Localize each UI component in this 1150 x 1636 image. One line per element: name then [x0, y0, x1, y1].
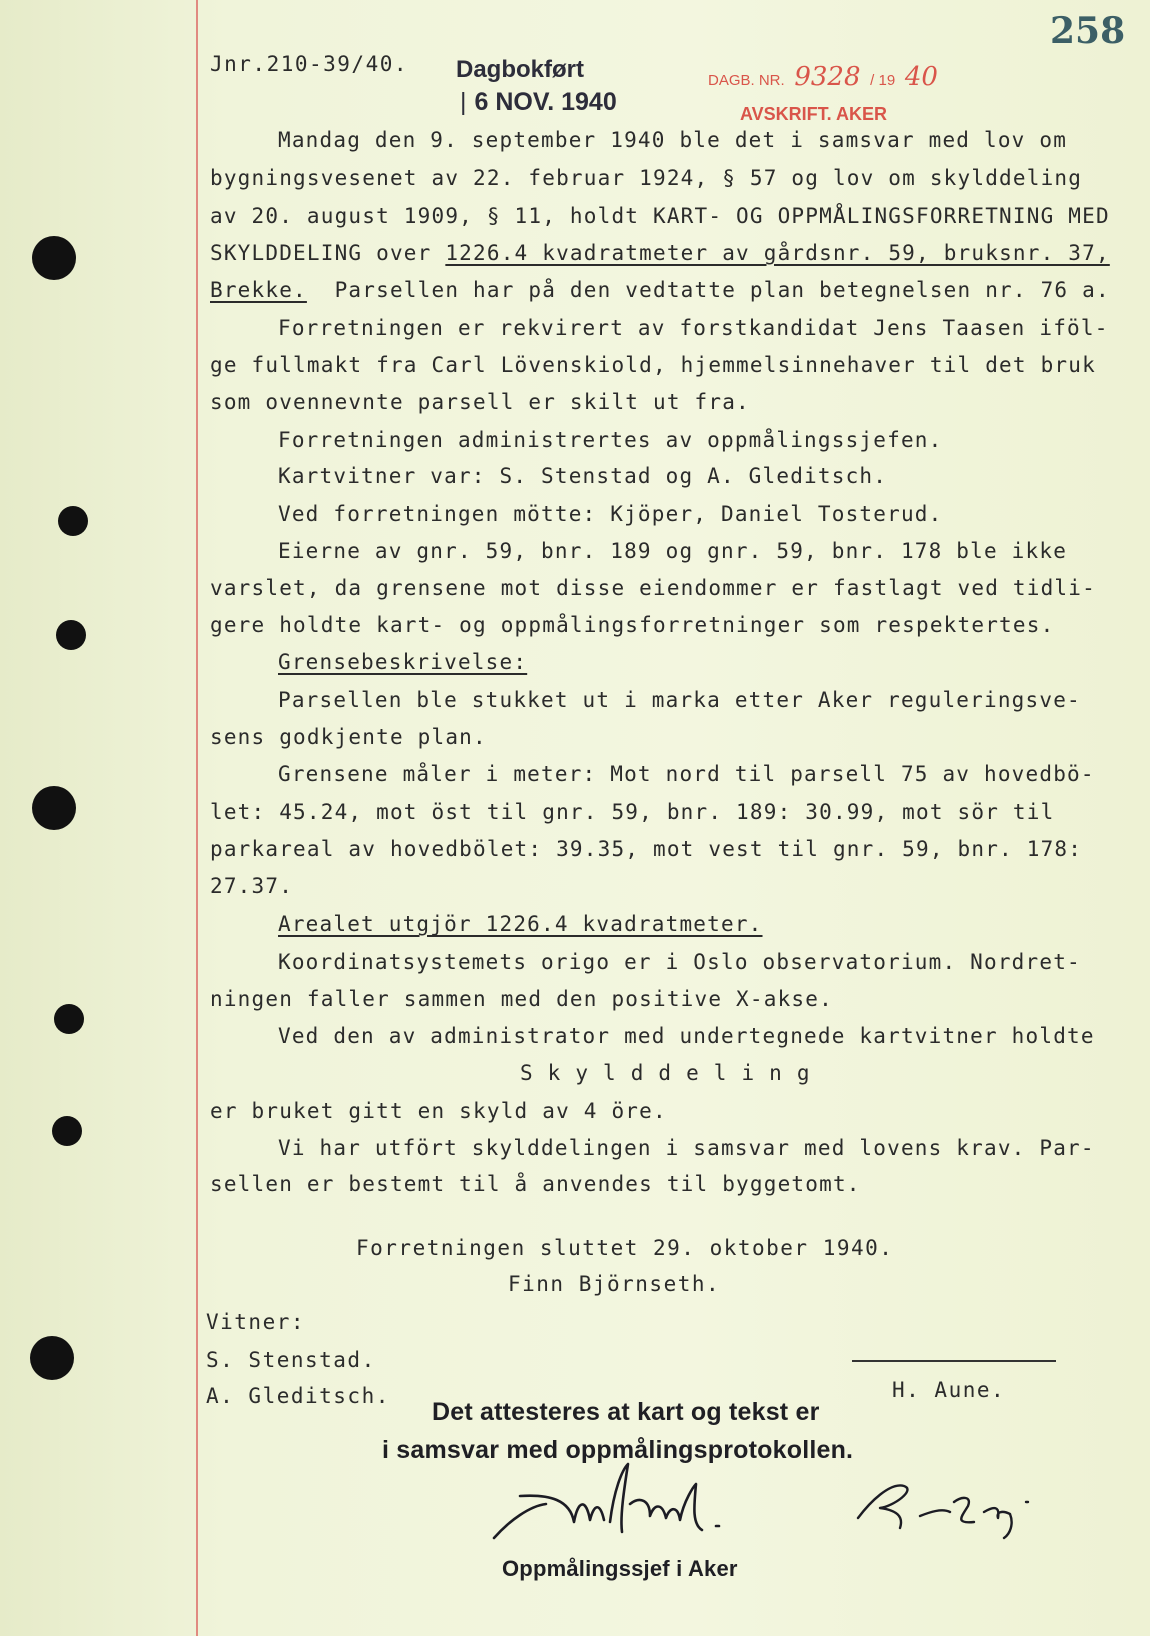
body-line: [278, 912, 1150, 936]
page-number: 258: [1050, 10, 1126, 52]
body-line-text: parkareal av hovedbölet: 39.35, mot vest til gnr. 59, bnr. 178:: [210, 837, 1083, 861]
body-line-underlined: Grensebeskrivelse:: [278, 650, 528, 674]
body-line: [278, 688, 1150, 712]
journal-number: Jnr.210-39/40.: [210, 52, 409, 76]
body-line: [210, 837, 1110, 861]
body-line: [210, 353, 1110, 377]
body-line-text: Parsellen har på den vedtatte plan betegnelsen nr. 76 a.: [306, 278, 1110, 302]
body-line-text: Forretningen er rekvirert av forstkandidat Jens Taasen iföl-: [278, 316, 1109, 340]
body-line: [278, 539, 1150, 563]
body-line-underlined: Brekke.: [210, 278, 307, 302]
body-line: [210, 390, 1110, 414]
body-line: [520, 1061, 1150, 1085]
body-line: [278, 316, 1150, 340]
body-line-text: SKYLDDELING over: [210, 241, 446, 265]
red-margin-line: [196, 0, 198, 1636]
body-line: [210, 1172, 1110, 1196]
closing-signer: Finn Björnseth.: [508, 1272, 721, 1296]
attestation-line-2: i samsvar med oppmålingsprotokollen.: [382, 1436, 854, 1464]
dagbokfort-stamp-date: | 6 NOV. 1940: [460, 88, 617, 116]
body-line: [210, 1099, 1110, 1123]
signature-line: [852, 1360, 1056, 1362]
body-line-text: ningen faller sammen med den positive X-akse.: [210, 987, 833, 1011]
punch-hole: [52, 1116, 82, 1146]
body-line: [278, 128, 1150, 152]
body-line-text: som ovennevnte parsell er skilt ut fra.: [210, 390, 750, 414]
dagbokfort-date: 6 NOV. 1940: [474, 88, 617, 116]
body-line-text: av 20. august 1909, § 11, holdt KART- OG OPPMÅLINGSFORRETNING MED: [210, 204, 1110, 228]
signature-finn-bjornseth: [490, 1460, 750, 1544]
punch-hole: [54, 1004, 84, 1034]
body-line: [278, 502, 1150, 526]
body-line-text: Vi har utfört skylddelingen i samsvar med lovens krav. Par-: [278, 1136, 1095, 1160]
body-line: [210, 278, 1110, 302]
body-line: [278, 428, 1150, 452]
dagbokfort-stamp-label: Dagbokført: [456, 56, 584, 83]
punch-hole: [32, 786, 76, 830]
body-line: [210, 576, 1110, 600]
dagb-nr-value: 9328: [794, 62, 861, 92]
witness-2: A. Gleditsch.: [206, 1384, 390, 1408]
body-line-text: Kartvitner var: S. Stenstad og A. Gleditsch.: [278, 464, 888, 488]
closing-ended-line: Forretningen sluttet 29. oktober 1940.: [356, 1236, 894, 1260]
body-line-text: er bruket gitt en skyld av 4 öre.: [210, 1099, 667, 1123]
body-line: [210, 874, 1110, 898]
body-line: [278, 762, 1150, 786]
body-line-text: Ved forretningen mötte: Kjöper, Daniel Tosterud.: [278, 502, 943, 526]
witnesses-label: Vitner:: [206, 1310, 306, 1334]
body-line: [278, 1136, 1150, 1160]
body-line-text: Grensene måler i meter: Mot nord til parsell 75 av hovedbö-: [278, 762, 1095, 786]
dagb-nr-stamp: [708, 62, 938, 92]
attestation-line-1: Det attesteres at kart og tekst er: [432, 1398, 820, 1426]
punch-hole: [30, 1336, 74, 1380]
body-line-text: Ved den av administrator med undertegnede kartvitner holdte: [278, 1024, 1095, 1048]
body-line: [210, 800, 1110, 824]
body-line: [278, 464, 1150, 488]
attestation-title: Oppmålingssjef i Aker: [502, 1556, 738, 1581]
body-line-text: varslet, da grensene mot disse eiendommer er fastlagt ved tidli-: [210, 576, 1096, 600]
body-line: [278, 950, 1150, 974]
body-line: [210, 613, 1110, 637]
avskrift-stamp: AVSKRIFT. AKER: [740, 104, 888, 124]
body-line: [210, 725, 1110, 749]
body-line-underlined: 1226.4 kvadratmeter av gårdsnr. 59, bruksnr. 37,: [445, 241, 1110, 265]
body-line-text: sellen er bestemt til å anvendes til byggetomt.: [210, 1172, 861, 1196]
body-line-underlined: Arealet utgjör 1226.4 kvadratmeter.: [278, 912, 763, 936]
dagb-year-suffix: 40: [904, 62, 938, 92]
body-line-text: Mandag den 9. september 1940 ble det i samsvar med lov om: [278, 128, 1068, 152]
body-line-text: gere holdte kart- og oppmålingsforretninger som respektertes.: [210, 613, 1055, 637]
punch-hole: [56, 620, 86, 650]
body-line-text: Koordinatsystemets origo er i Oslo observatorium. Nordret-: [278, 950, 1081, 974]
body-line-text: S k y l d d e l i n g: [520, 1061, 811, 1085]
body-line: [210, 166, 1110, 190]
body-line: [210, 241, 1110, 265]
body-line-text: Eierne av gnr. 59, bnr. 189 og gnr. 59, bnr. 178 ble ikke: [278, 539, 1068, 563]
witness-1: S. Stenstad.: [206, 1348, 376, 1372]
body-line-text: Parsellen ble stukket ut i marka etter Aker reguleringsve-: [278, 688, 1081, 712]
dagb-year-prefix: / 19: [870, 72, 896, 89]
body-line: [278, 1024, 1150, 1048]
body-line-text: 27.37.: [210, 874, 294, 898]
body-line-text: ge fullmakt fra Carl Lövenskiold, hjemmelsinnehaver til det bruk: [210, 353, 1096, 377]
punch-hole: [58, 506, 88, 536]
body-line-text: bygningsvesenet av 22. februar 1924, § 57 og lov om skylddeling: [210, 166, 1083, 190]
signature-r-laj: [850, 1472, 1060, 1542]
body-line: [210, 204, 1110, 228]
dagb-nr-label: DAGB. NR.: [708, 72, 785, 89]
body-line-text: Forretningen administrertes av oppmålingssjefen.: [278, 428, 943, 452]
body-line: [210, 987, 1110, 1011]
punch-hole: [32, 236, 76, 280]
body-line-text: sens godkjente plan.: [210, 725, 487, 749]
body-line-text: let: 45.24, mot öst til gnr. 59, bnr. 189: 30.99, mot sör til: [210, 800, 1055, 824]
body-line: [278, 650, 1150, 674]
right-signer: H. Aune.: [892, 1378, 1006, 1402]
